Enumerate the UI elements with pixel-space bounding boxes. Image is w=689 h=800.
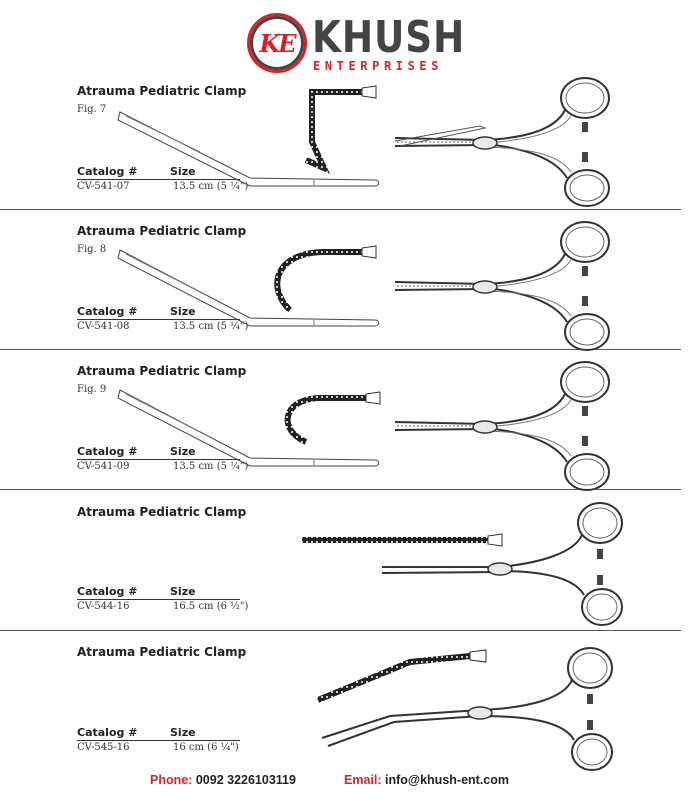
catalog-number: CV-541-09 — [77, 461, 130, 472]
footer-phone[interactable] — [150, 773, 296, 787]
catalog-label: Catalog # — [77, 585, 138, 598]
size-label: Size — [170, 585, 196, 598]
catalog-label: Catalog # — [77, 305, 138, 318]
size-value: 16.5 cm (6 ½") — [173, 601, 249, 612]
size-value: 13.5 cm (5 ¼") — [173, 181, 249, 192]
brand-name: KHUSH — [312, 12, 466, 63]
product-title: Atrauma Pediatric Clamp — [77, 224, 247, 238]
product-title: Atrauma Pediatric Clamp — [77, 645, 247, 659]
logo-initials: KE — [259, 28, 295, 58]
size-label: Size — [170, 726, 196, 739]
product-title: Atrauma Pediatric Clamp — [77, 84, 247, 98]
brand-subtitle: ENTERPRISES — [313, 59, 444, 73]
email-label: Email: — [344, 773, 382, 787]
email-address[interactable]: info@khush-ent.com — [385, 773, 509, 787]
catalog-number: CV-545-16 — [77, 742, 130, 753]
phone-label: Phone: — [150, 773, 193, 787]
footer-email[interactable] — [344, 773, 509, 787]
size-label: Size — [170, 305, 196, 318]
size-value: 13.5 cm (5 ¼") — [173, 461, 249, 472]
catalog-label: Catalog # — [77, 445, 138, 458]
product-title: Atrauma Pediatric Clamp — [77, 364, 247, 378]
catalog-label: Catalog # — [77, 165, 138, 178]
figure-label: Fig. 7 — [77, 104, 107, 115]
size-value: 16 cm (6 ¼") — [173, 742, 239, 753]
size-label: Size — [170, 165, 196, 178]
catalog-number: CV-541-07 — [77, 181, 130, 192]
figure-label: Fig. 9 — [77, 384, 107, 395]
catalog-label: Catalog # — [77, 726, 138, 739]
catalog-number: CV-541-08 — [77, 321, 130, 332]
figure-label: Fig. 8 — [77, 244, 107, 255]
product-title: Atrauma Pediatric Clamp — [77, 505, 247, 519]
size-value: 13.5 cm (5 ¼") — [173, 321, 249, 332]
catalog-number: CV-544-16 — [77, 601, 130, 612]
size-label: Size — [170, 445, 196, 458]
phone-number[interactable]: 0092 3226103119 — [195, 773, 296, 787]
